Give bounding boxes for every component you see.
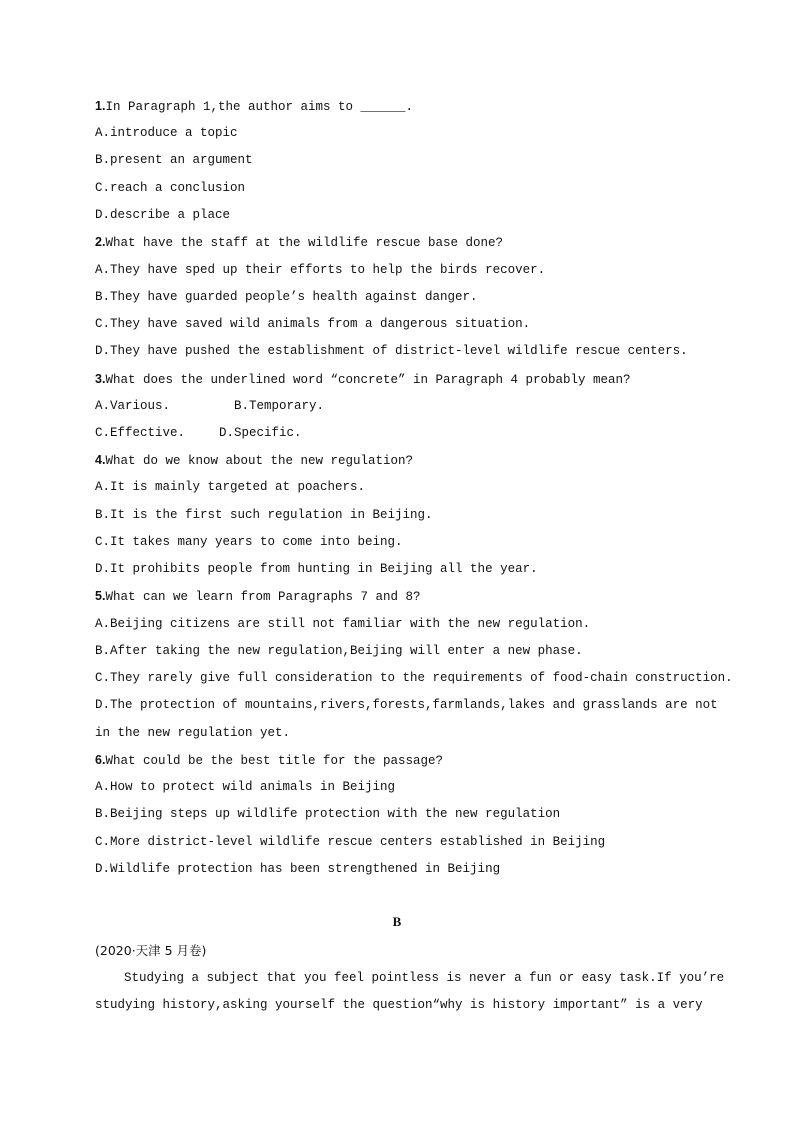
option-a: A.Beijing citizens are still not familiar with the new regulation. [95, 617, 591, 631]
option-c: C.More district-level wildlife rescue centers established in Beijing [95, 835, 606, 849]
section-heading: B [392, 914, 402, 929]
question-number: 2. [95, 235, 106, 249]
option-d: D.The protection of mountains,rivers,forests,farmlands,lakes and grasslands are not [95, 698, 718, 712]
question-number: 1. [95, 99, 106, 113]
option-d: D.It prohibits people from hunting in Beijing all the year. [95, 562, 538, 576]
passage-line-1: Studying a subject that you feel pointless is never a fun or easy task.If you’re [124, 971, 725, 985]
options-row-ab [95, 398, 325, 414]
option-d: D.describe a place [95, 208, 231, 222]
option-c: C.Effective. [95, 426, 186, 440]
option-c: C.reach a conclusion [95, 181, 246, 195]
question-1-stem: 1.In Paragraph 1,the author aims to ______. [95, 99, 413, 114]
option-b: B.Temporary. [234, 399, 325, 413]
question-number: 5. [95, 589, 106, 603]
option-a: A.They have sped up their efforts to help the birds recover. [95, 263, 546, 277]
question-5-stem: 5.What can we learn from Paragraphs 7 and 8? [95, 589, 421, 604]
question-6-stem: 6.What could be the best title for the passage? [95, 753, 443, 768]
question-2-stem: 2.What have the staff at the wildlife rescue base done? [95, 235, 504, 250]
option-b: B.It is the first such regulation in Beijing. [95, 508, 433, 522]
option-a: A.It is mainly targeted at poachers. [95, 480, 366, 494]
option-c: C.They rarely give full consideration to the requirements of food-chain construction. [95, 671, 733, 685]
passage-line-2: studying history,asking yourself the question“why is history important” is a very [95, 998, 703, 1012]
source-citation: (2020·天津 5 月卷) [95, 943, 207, 958]
question-4-stem: 4.What do we know about the new regulation? [95, 453, 413, 468]
option-d: D.Wildlife protection has been strengthened in Beijing [95, 862, 501, 876]
question-number: 4. [95, 453, 106, 467]
question-number: 3. [95, 372, 106, 386]
option-a: A.How to protect wild animals in Beijing [95, 780, 396, 794]
option-a: A.Various. [95, 399, 171, 413]
option-b: B.Beijing steps up wildlife protection with the new regulation [95, 807, 561, 821]
option-d: D.They have pushed the establishment of district-level wildlife rescue centers. [95, 344, 688, 358]
question-3-stem: 3.What does the underlined word “concrete” in Paragraph 4 probably mean? [95, 372, 631, 387]
option-b: B.They have guarded people’s health against danger. [95, 290, 478, 304]
options-row-cd [95, 425, 302, 441]
option-b: B.After taking the new regulation,Beijing will enter a new phase. [95, 644, 583, 658]
option-c: C.They have saved wild animals from a dangerous situation. [95, 317, 531, 331]
option-c: C.It takes many years to come into being. [95, 535, 403, 549]
question-number: 6. [95, 753, 106, 767]
option-d: D.Specific. [219, 426, 302, 440]
option-b: B.present an argument [95, 153, 253, 167]
option-a: A.introduce a topic [95, 126, 238, 140]
option-d-continued: in the new regulation yet. [95, 726, 291, 740]
